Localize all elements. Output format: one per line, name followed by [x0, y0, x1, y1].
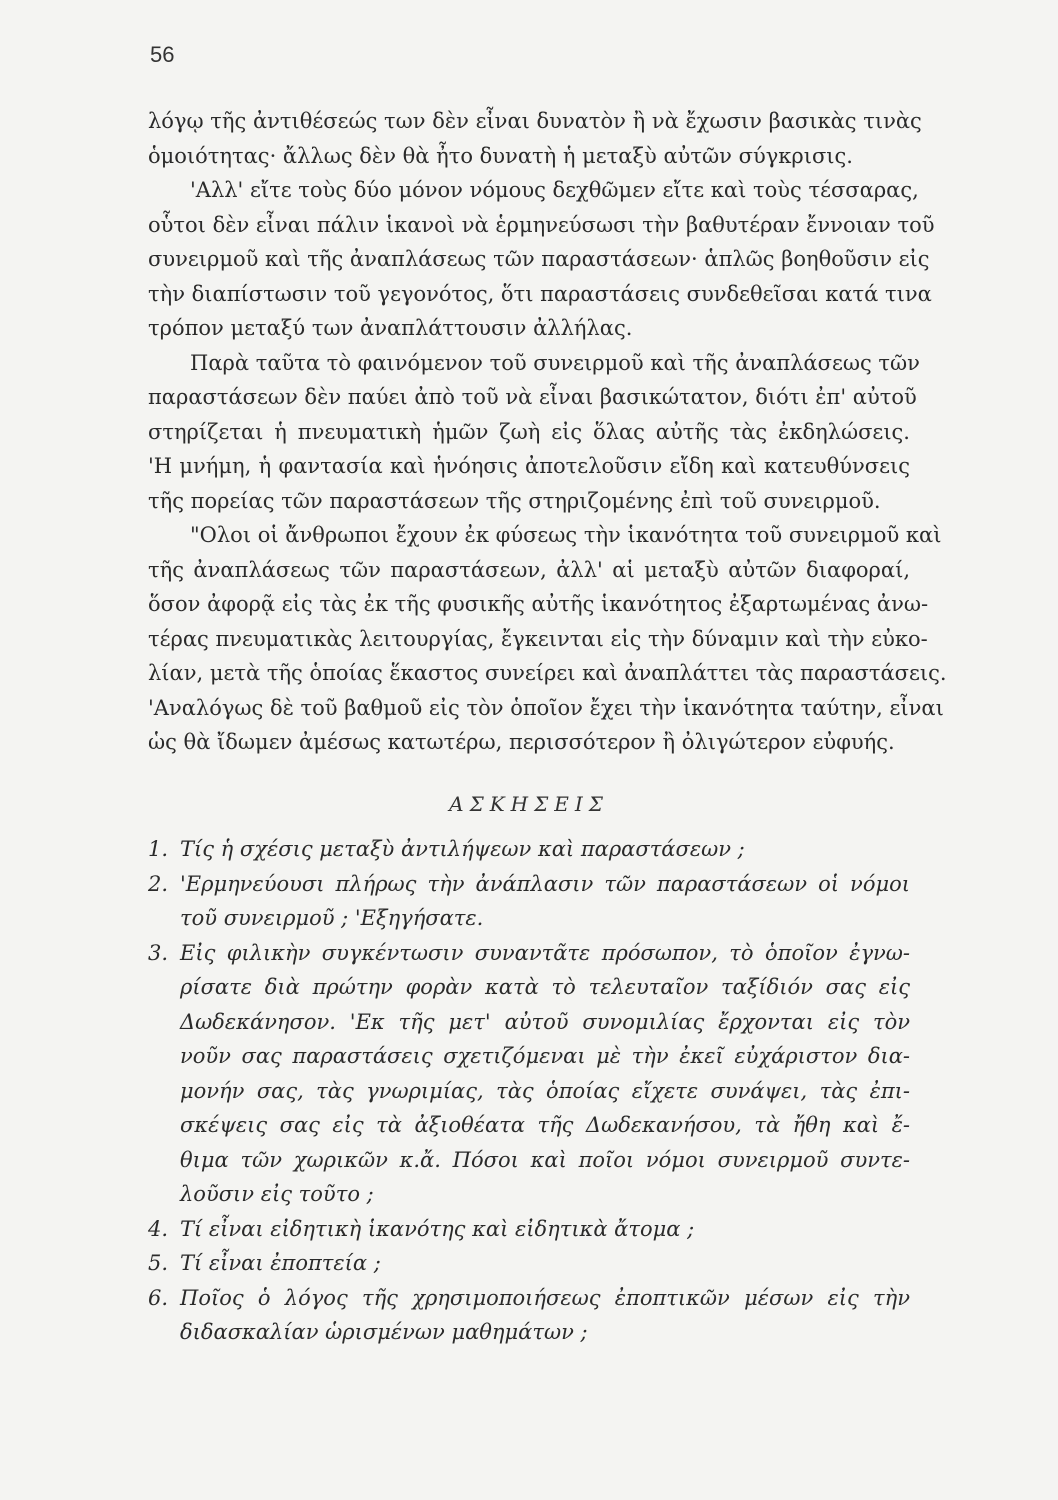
text-line: τὴν διαπίστωσιν τοῦ γεγονότος, ὅτι παραστάσεις συνδεθεῖσαι κατά τινα: [148, 281, 932, 306]
text-line: τῆς πορείας τῶν παραστάσεων τῆς στηριζομένης ἐπὶ τοῦ συνειρμοῦ.: [148, 488, 881, 513]
exercise-line: ρίσατε διὰ πρώτην φορὰν κατὰ τὸ τελευταῖον ταξίδιόν σας εἰς: [180, 975, 910, 999]
exercise-line: Τί εἶναι ἐποπτεία ;: [180, 1251, 381, 1275]
text-line: Παρὰ ταῦτα τὸ φαινόμενον τοῦ συνειρμοῦ καὶ τῆς ἀναπλάσεως τῶν: [190, 350, 920, 375]
exercise-number: 5.: [148, 1251, 169, 1275]
exercise-line: λοῦσιν εἰς τοῦτο ;: [180, 1182, 374, 1206]
exercise-line: Ποῖος ὁ λόγος τῆς χρησιμοποιήσεως ἐποπτικῶν μέσων εἰς τὴν: [180, 1285, 910, 1310]
text-line: παραστάσεων δὲν παύει ἀπὸ τοῦ νὰ εἶναι βασικώτατον, διότι ἐπ' αὐτοῦ: [148, 385, 917, 409]
body-text: [148, 104, 947, 760]
exercise-line: νοῦν σας παραστάσεις σχετιζόμεναι μὲ τὴν ἐκεῖ εὐχάριστον δια-: [180, 1044, 910, 1068]
exercise-line: θιμα τῶν χωρικῶν κ.ἄ. Πόσοι καὶ ποῖοι νόμοι συνειρμοῦ συντε-: [180, 1147, 910, 1172]
text-line: τῆς ἀναπλάσεως τῶν παραστάσεων, ἀλλ' αἱ μεταξὺ αὐτῶν διαφοραί,: [148, 557, 910, 582]
exercise-line: 'Ερμηνεύουσι πλήρως τὴν ἀνάπλασιν τῶν παραστάσεων οἱ νόμοι: [180, 871, 910, 896]
text-line: 'Αναλόγως δὲ τοῦ βαθμοῦ εἰς τὸν ὁποῖον ἔχει τὴν ἱκανότητα ταύτην, εἶναι: [148, 695, 944, 720]
exercise-number: 6.: [148, 1285, 169, 1310]
text-line: τρόπον μεταξύ των ἀναπλάττουσιν ἀλλήλας.: [148, 316, 633, 340]
text-line: 'Αλλ' εἴτε τοὺς δύο μόνον νόμους δεχθῶμεν εἴτε καὶ τοὺς τέσσαρας,: [190, 178, 919, 202]
page-number: 56: [150, 42, 175, 67]
exercise-item: [148, 1212, 910, 1247]
exercise-line: Τί εἶναι εἰδητικὴ ἱκανότης καὶ εἰδητικὰ ἄτομα ;: [180, 1216, 695, 1241]
exercise-item: [148, 1246, 910, 1281]
text-line: ὡς θὰ ἴδωμεν ἀμέσως κατωτέρω, περισσότερον ἢ ὀλιγώτερον εὐφυής.: [148, 730, 895, 754]
exercise-item: [148, 936, 910, 1212]
exercise-line: Τίς ἡ σχέσις μεταξὺ ἀντιλήψεων καὶ παραστάσεων ;: [180, 837, 745, 861]
exercise-number: 2.: [148, 871, 169, 896]
text-line: 'Η μνήμη, ἡ φαντασία καὶ ἡνόησις ἀποτελοῦσιν εἴδη καὶ κατευθύνσεις: [148, 454, 910, 478]
text-line: ὅσον ἀφορᾷ εἰς τὰς ἐκ τῆς φυσικῆς αὐτῆς ἱκανότητος ἐξαρτωμένας ἀνω-: [148, 592, 929, 616]
exercise-line: μονήν σας, τὰς γνωριμίας, τὰς ὁποίας εἴχετε συνάψει, τὰς ἐπι-: [180, 1078, 910, 1103]
text-line: λίαν, μετὰ τῆς ὁποίας ἕκαστος συνείρει καὶ ἀναπλάττει τὰς παραστάσεις.: [148, 661, 947, 685]
text-line: ὁμοιότητας· ἄλλως δὲν θὰ ἦτο δυνατὴ ἡ μεταξὺ αὐτῶν σύγκρισις.: [148, 143, 853, 168]
text-line: στηρίζεται ἡ πνευματικὴ ἡμῶν ζωὴ εἰς ὅλας αὐτῆς τὰς ἐκδηλώσεις.: [148, 419, 910, 444]
exercise-item: [148, 832, 910, 867]
text-line: λόγῳ τῆς ἀντιθέσεώς των δὲν εἶναι δυνατὸν ἢ νὰ ἔχωσιν βασικὰς τινὰς: [148, 109, 922, 133]
text-line: συνειρμοῦ καὶ τῆς ἀναπλάσεως τῶν παραστάσεων· ἁπλῶς βοηθοῦσιν εἰς: [148, 247, 930, 271]
exercise-line: Εἰς φιλικὴν συγκέντωσιν συναντᾶτε πρόσωπον, τὸ ὁποῖον ἐγνω-: [180, 940, 910, 965]
exercise-line: διδασκαλίαν ὡρισμένων μαθημάτων ;: [180, 1320, 588, 1344]
exercise-line: σκέψεις σας εἰς τὰ ἀξιοθέατα τῆς Δωδεκανήσου, τὰ ἤθη καὶ ἔ-: [180, 1113, 910, 1137]
exercise-number: 3.: [148, 940, 169, 965]
exercise-number: 4.: [148, 1216, 169, 1241]
exercises-list: [148, 832, 910, 1350]
text-line: τέρας πνευματικὰς λειτουργίας, ἔγκεινται εἰς τὴν δύναμιν καὶ τὴν εὐκο-: [148, 626, 928, 651]
exercise-line: τοῦ συνειρμοῦ ; 'Εξηγήσατε.: [180, 906, 484, 930]
exercise-number: 1.: [148, 837, 169, 861]
exercises-heading: ΑΣΚΗΣΕΙΣ: [449, 792, 609, 816]
text-line: οὗτοι δὲν εἶναι πάλιν ἱκανοὶ νὰ ἑρμηνεύσωσι τὴν βαθυτέραν ἔννοιαν τοῦ: [148, 212, 935, 237]
text-line: "Ολοι οἱ ἄνθρωποι ἔχουν ἐκ φύσεως τὴν ἱκανότητα τοῦ συνειρμοῦ καὶ: [190, 523, 942, 547]
exercise-line: Δωδεκάνησον. 'Εκ τῆς μετ' αὐτοῦ συνομιλίας ἔρχονται εἰς τὸν: [180, 1009, 910, 1034]
exercise-item: [148, 867, 910, 936]
exercise-item: [148, 1281, 910, 1350]
